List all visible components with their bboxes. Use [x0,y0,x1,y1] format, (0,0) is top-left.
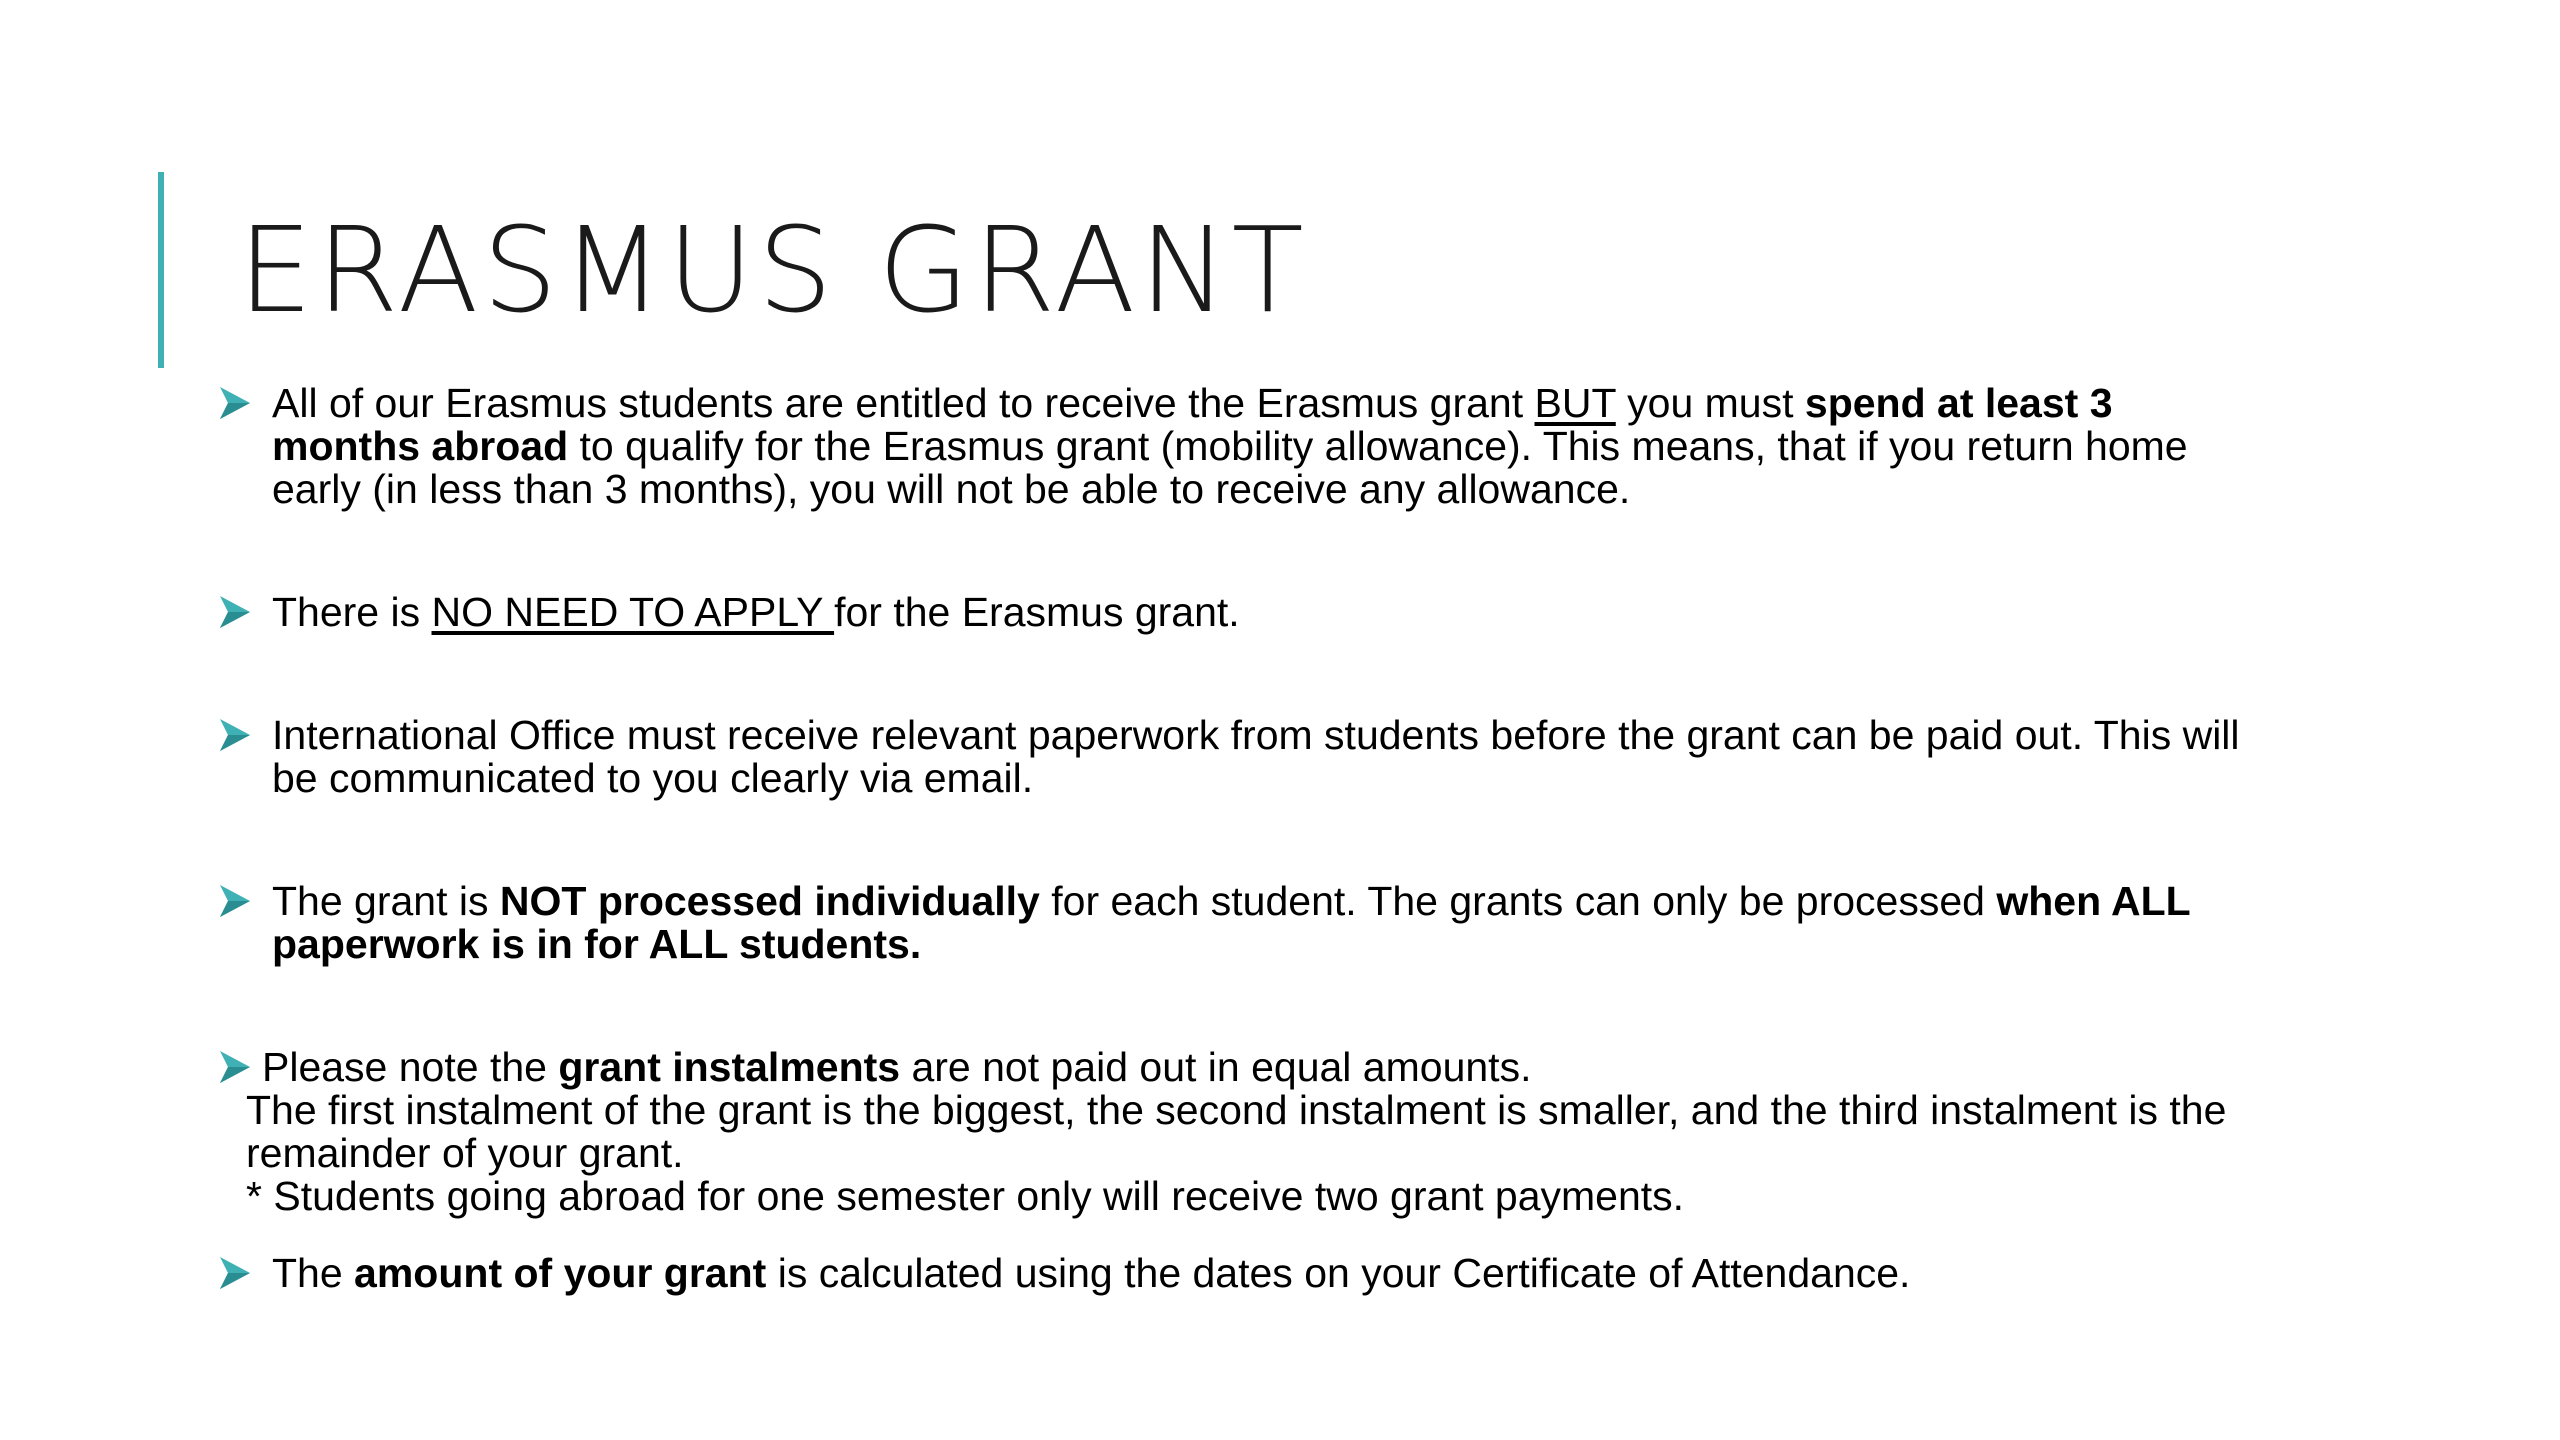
bullet-item: The amount of your grant is calculated using the dates on your Certificate of Attendance. [226,1252,2266,1295]
slide-title: ERASMUS GRANT [238,201,1308,339]
arrow-right-bullet-icon [218,594,252,630]
bullet-item: The grant is NOT processed individually for each student. The grants can only be processed when ALL paperwork is in for ALL students. [226,880,2266,966]
arrow-right-bullet-icon [218,385,252,421]
arrow-right-bullet-icon [218,883,252,919]
bullet-item: All of our Erasmus students are entitled to receive the Erasmus grant BUT you must spend at least 3 months abroad to qualify for the Erasmus grant (mobility allowance). This means, that if you return home early (in less than 3 months), you will not be able to receive any allowance. [226,382,2266,511]
bullet-list [226,382,2266,1295]
bullet-item: Please note the grant instalments are not paid out in equal amounts. The first instalment of the grant is the biggest, the second instalment is smaller, and the third instalment is the remainder of your grant. * Students going abroad for one semester only will receive two grant payments. [226,1046,2266,1218]
arrow-right-bullet-icon [218,1255,252,1291]
title-accent-bar [158,172,164,368]
arrow-right-bullet-icon [218,717,252,753]
bullet-item: International Office must receive relevant paperwork from students before the grant can be paid out. This will be communicated to you clearly via email. [226,714,2266,800]
bullet-item: There is NO NEED TO APPLY for the Erasmus grant. [226,591,2266,634]
arrow-right-bullet-icon [218,1049,252,1085]
